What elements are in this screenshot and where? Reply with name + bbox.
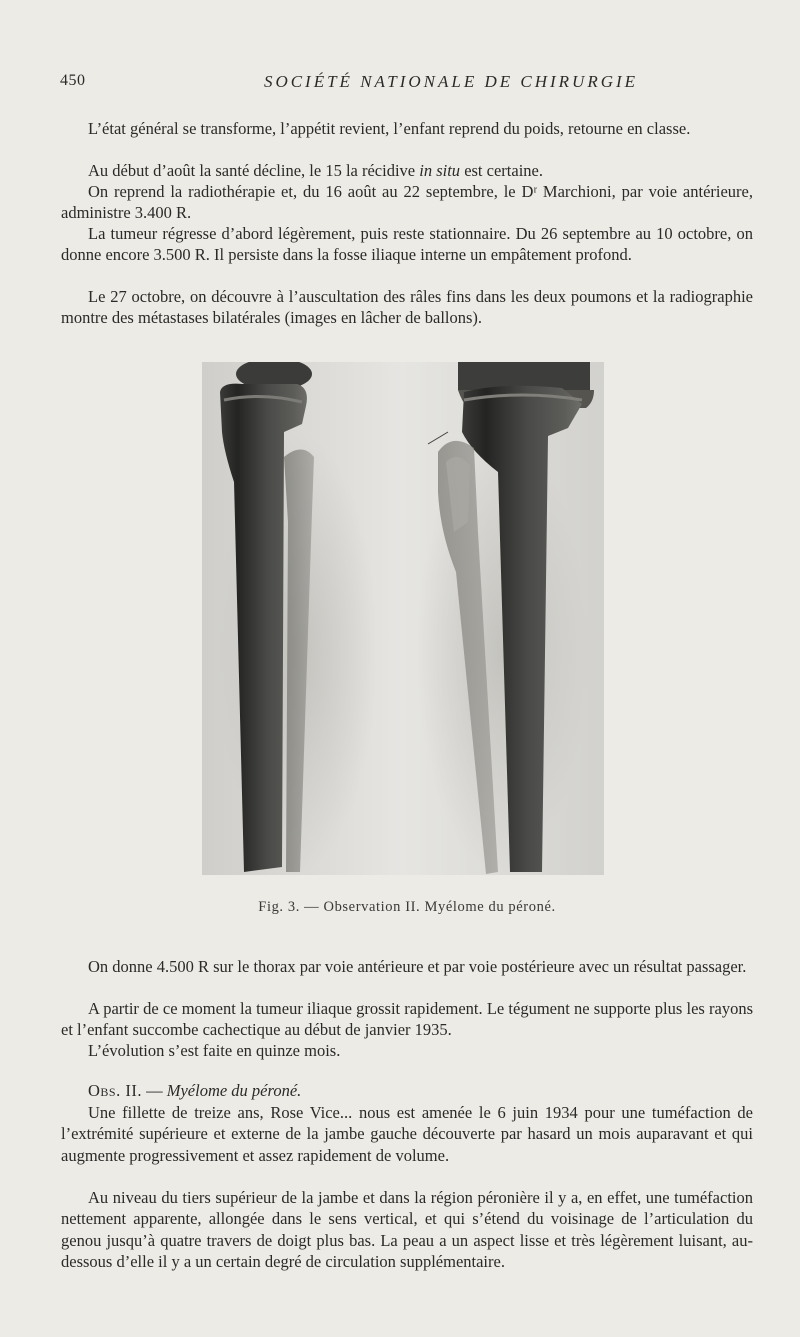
paragraph: On donne 4.500 R sur le thorax par voie antérieure et par voie postérieure avec un résultat passager.: [88, 957, 747, 976]
paragraph: A partir de ce moment la tumeur iliaque grossit rapidement. Le tégument ne supporte plus les rayons et l’enfant succombe cachectique au début de janvier 1935.: [61, 999, 753, 1040]
paragraph: L’état général se transforme, l’appétit revient, l’enfant reprend du poids, retourne en classe.: [88, 119, 691, 138]
paragraph: Le 27 octobre, on découvre à l’auscultation des râles fins dans les deux poumons et la radiographie montre des métastases bilatérales (images en lâcher de ballons).: [61, 287, 753, 328]
paragraph: Au niveau du tiers supérieur de la jambe et dans la région péronière il y a, en effet, une tuméfaction nettement apparente, allongée dans le sens vertical, et qui s’étend du voisinage de l’articulation du genou jusqu’à quatre travers de doigt plus bas. La peau a un aspect lisse et très légèrement luisant, au-dessous d’elle il y a un certain degré de circulation supplémentaire.: [61, 1188, 753, 1271]
paragraph: Au début d’août la santé décline, le 15 la récidive in situ est certaine.: [88, 161, 543, 180]
observation-heading: Obs. II. — Myélome du péroné.: [88, 1081, 302, 1100]
running-title: SOCIÉTÉ NATIONALE DE CHIRURGIE: [263, 72, 639, 91]
paragraph: L’évolution s’est faite en quinze mois.: [88, 1041, 341, 1060]
radiograph-figure: [202, 362, 604, 875]
paragraph: Une fillette de treize ans, Rose Vice... nous est amenée le 6 juin 1934 pour une tuméfaction de l’extrémité supérieure et externe de la jambe gauche découverte par hasard un mois auparavant et qui augmente progressivement et assez rapidement de volume.: [61, 1103, 753, 1165]
paragraph: On reprend la radiothérapie et, du 16 août au 22 septembre, le Dʳ Marchioni, par voie antérieure, administre 3.400 R.: [61, 182, 753, 223]
page-number: 450: [60, 72, 86, 89]
observation-title: Myélome du péroné.: [166, 1081, 302, 1100]
radiograph-image: [202, 362, 604, 875]
figure-caption: Fig. 3. — Observation II. Myélome du péroné.: [258, 899, 556, 915]
observation-label: Obs. II.: [88, 1081, 142, 1100]
page-header: [60, 70, 752, 96]
paragraph: La tumeur régresse d’abord légèrement, puis reste stationnaire. Du 26 septembre au 10 octobre, on donne encore 3.500 R. Il persiste dans la fosse iliaque interne un empâtement profond.: [61, 224, 753, 265]
